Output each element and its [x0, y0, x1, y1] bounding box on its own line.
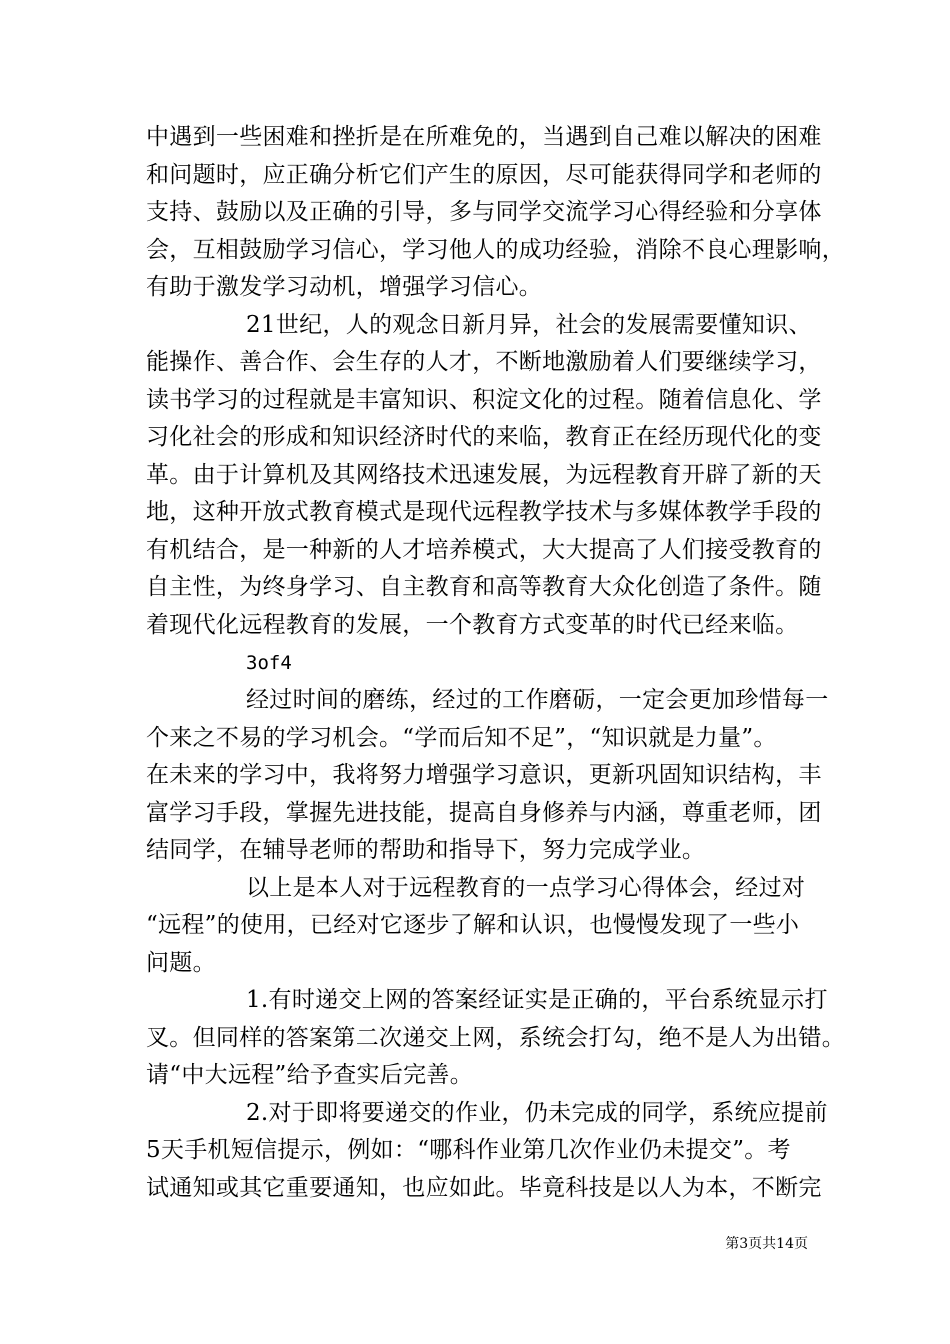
paragraph-line: 2.对于即将要递交的作业，仍未完成的同学，系统应提前 — [246, 1100, 828, 1126]
paragraph-line: 试通知或其它重要通知，也应如此。毕竟科技是以人为本，不断完 — [146, 1175, 822, 1201]
paragraph-line: 读书学习的过程就是丰富知识、积淀文化的过程。随着信息化、学 — [146, 387, 822, 413]
paragraph-line: 问题。 — [146, 950, 216, 976]
paragraph-line: 个来之不易的学习机会。“学而后知不足”，“知识就是力量”。 — [146, 725, 777, 751]
paragraph-line: 有机结合，是一种新的人才培养模式，大大提高了人们接受教育的 — [146, 537, 822, 563]
page-number-footer: 第3页共14页 — [725, 1236, 808, 1252]
paragraph-line: 有助于激发学习动机，增强学习信心。 — [146, 274, 543, 300]
paragraph-line: 21世纪，人的观念日新月异，社会的发展需要懂知识、 — [246, 312, 812, 338]
paragraph-line: 地，这种开放式教育模式是现代远程教学技术与多媒体教学手段的 — [146, 499, 822, 525]
paragraph-line: 5天手机短信提示，例如：“哪科作业第几次作业仍未提交”。考 — [146, 1137, 791, 1163]
paragraph-line: 请“中大远程”给予查实后完善。 — [146, 1062, 474, 1088]
paragraph-line: “远程”的使用，已经对它逐步了解和认识，也慢慢发现了一些小 — [146, 912, 800, 938]
paragraph-line: 以上是本人对于远程教育的一点学习心得体会，经过对 — [246, 875, 806, 901]
paragraph-line: 自主性，为终身学习、自主教育和高等教育大众化创造了条件。随 — [146, 574, 822, 600]
paragraph-line: 经过时间的磨练，经过的工作磨砺，一定会更加珍惜每一 — [246, 687, 829, 713]
paragraph-line: 革。由于计算机及其网络技术迅速发展，为远程教育开辟了新的天 — [146, 462, 822, 488]
paragraph-line: 能操作、善合作、会生存的人才，不断地激励着人们要继续学习， — [146, 349, 822, 375]
paragraph-line: 会，互相鼓励学习信心，学习他人的成功经验，消除不良心理影响， — [146, 237, 845, 263]
paragraph-line: 习化社会的形成和知识经济时代的来临，教育正在经历现代化的变 — [146, 424, 822, 450]
paragraph-line: 富学习手段，掌握先进技能，提高自身修养与内涵，尊重老师，团 — [146, 800, 822, 826]
paragraph-line: 和问题时，应正确分析它们产生的原因，尽可能获得同学和老师的 — [146, 162, 822, 188]
paragraph-line: 1.有时递交上网的答案经证实是正确的，平台系统显示打 — [246, 987, 828, 1013]
paragraph-line: 着现代化远程教育的发展，一个教育方式变革的时代已经来临。 — [146, 612, 799, 638]
paragraph-line: 支持、鼓励以及正确的引导，多与同学交流学习心得经验和分享体 — [146, 199, 822, 225]
paragraph-line: 在未来的学习中，我将努力增强学习意识，更新巩固知识结构，丰 — [146, 762, 822, 788]
page-marker: 3of4 — [246, 652, 292, 674]
paragraph-line: 结同学，在辅导老师的帮助和指导下，努力完成学业。 — [146, 837, 706, 863]
paragraph-line: 叉。但同样的答案第二次递交上网，系统会打勾，绝不是人为出错。 — [146, 1025, 845, 1051]
paragraph-line: 中遇到一些困难和挫折是在所难免的，当遇到自己难以解决的困难 — [146, 124, 822, 150]
